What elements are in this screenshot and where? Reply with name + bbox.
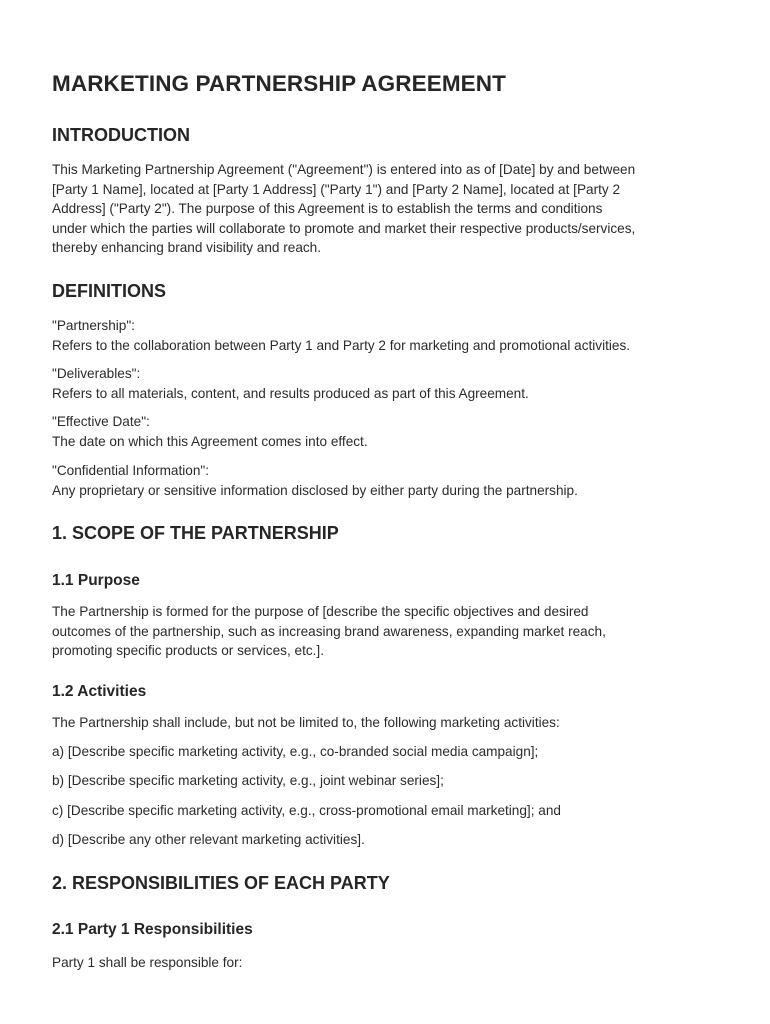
definition-text: Refers to the collaboration between Party 1 and Party 2 for marketing and promotional activities. — [52, 337, 631, 353]
activity-item: c) [Describe specific marketing activity, e.g., cross-promotional email marketing]; and — [52, 803, 561, 818]
definitions-heading: DEFINITIONS — [52, 281, 167, 301]
introduction-heading: INTRODUCTION — [52, 125, 190, 145]
purpose-heading: 1.1 Purpose — [52, 572, 140, 589]
purpose-line: The Partnership is formed for the purpose of [describe the specific objectives and desired — [52, 604, 589, 619]
introduction-line: [Party 1 Name], located at [Party 1 Address] ("Party 1") and [Party 2 Name], located at [Party 2 — [52, 181, 621, 197]
definition-term: "Confidential Information": — [52, 463, 209, 478]
purpose-paragraph — [52, 602, 732, 661]
section2-heading: 2. RESPONSIBILITIES OF EACH PARTY — [52, 873, 390, 893]
document-title: MARKETING PARTNERSHIP AGREEMENT — [52, 71, 506, 96]
purpose-line: outcomes of the partnership, such as increasing brand awareness, expanding market reach, — [52, 623, 606, 639]
definition-text: The date on which this Agreement comes into effect. — [52, 433, 368, 449]
activities-heading: 1.2 Activities — [52, 683, 147, 700]
definition-item — [52, 461, 732, 500]
section1-heading: 1. SCOPE OF THE PARTNERSHIP — [52, 523, 339, 543]
definition-item — [52, 316, 732, 355]
introduction-paragraph — [52, 160, 732, 258]
introduction-line: Address] ("Party 2"). The purpose of this Agreement is to establish the terms and conditions — [52, 201, 603, 216]
activity-item: d) [Describe any other relevant marketing activities]. — [52, 832, 365, 847]
activities-intro: The Partnership shall include, but not be limited to, the following marketing activities: — [52, 715, 560, 730]
definition-term: "Deliverables": — [52, 366, 141, 381]
introduction-line: under which the parties will collaborate to promote and market their respective products/services, — [52, 220, 636, 236]
definition-term: "Partnership": — [52, 318, 135, 333]
introduction-line: This Marketing Partnership Agreement ("Agreement") is entered into as of [Date] by and between — [52, 162, 636, 177]
party1-intro: Party 1 shall be responsible for: — [52, 955, 243, 970]
definition-term: "Effective Date": — [52, 414, 150, 429]
party1-responsibilities-heading: 2.1 Party 1 Responsibilities — [52, 921, 253, 938]
definition-text: Any proprietary or sensitive information disclosed by either party during the partnership. — [52, 482, 578, 498]
definition-text: Refers to all materials, content, and results produced as part of this Agreement. — [52, 385, 529, 401]
definition-item — [52, 412, 732, 451]
activity-item: b) [Describe specific marketing activity, e.g., joint webinar series]; — [52, 773, 444, 788]
definition-item — [52, 364, 732, 403]
introduction-line: thereby enhancing brand visibility and reach. — [52, 240, 322, 255]
activity-item: a) [Describe specific marketing activity, e.g., co-branded social media campaign]; — [52, 744, 539, 759]
purpose-line: promoting specific products or services, etc.]. — [52, 643, 324, 658]
